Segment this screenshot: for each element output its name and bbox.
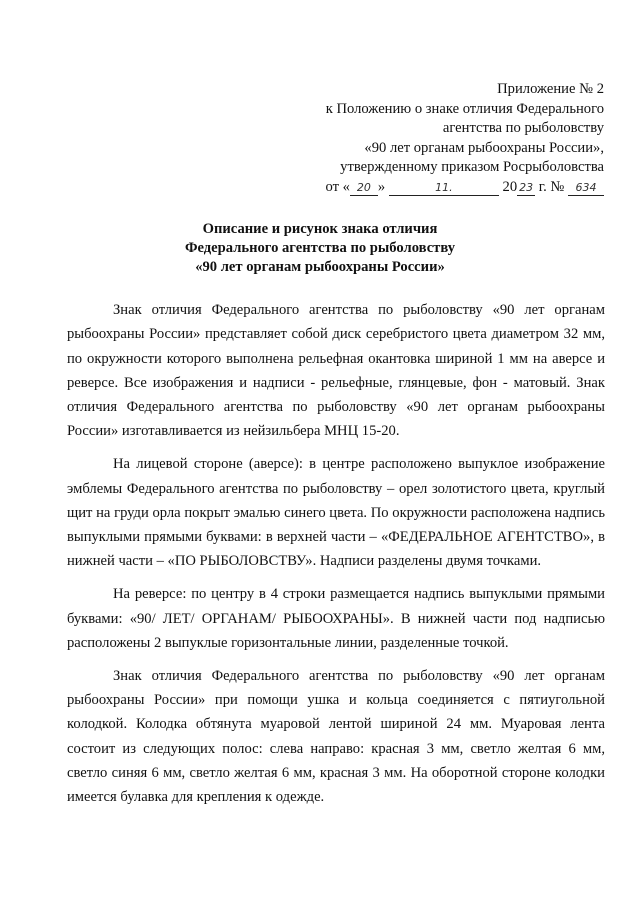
document-title	[0, 220, 640, 277]
appendix-approved-by: утвержденному приказом Росрыболовства	[340, 159, 604, 175]
title-line-3: «90 лет органам рыбоохраны России»	[195, 259, 445, 275]
date-prefix: от «	[325, 178, 350, 195]
date-quote-close: »	[377, 178, 386, 195]
year-prefix: 20	[502, 178, 518, 195]
paragraph-ribbon: Знак отличия Федерального агентства по рыболовству «90 лет органам рыбоохраны России» при помощи ушка и кольца соединяется с пятиугольной колодкой. Колодка обтянута муаровой лентой шириной 24 мм. Муаровая лента состоит из следующих полос: слева направо: красная 3 мм, светло желтая 6 мм, светло синяя 6 мм, светло желтая 6 мм, красная 3 мм. На оборотной стороне колодки имеется булавка для крепления к одежде.	[67, 667, 605, 806]
appendix-header	[325, 80, 604, 197]
paragraph-reverse: На реверсе: по центру в 4 строки размещается надпись выпуклыми прямыми буквами: «90/ ЛЕТ/ ОРГАНАМ/ РЫБООХРАНЫ». В нижней части под надписью расположены 2 выпуклые горизонтальные линии, разделенные точкой.	[67, 586, 605, 651]
appendix-agency: агентства по рыболовству	[442, 120, 604, 136]
paragraph-general: Знак отличия Федерального агентства по рыболовству «90 лет органам рыбоохраны России» представляет собой диск серебристого цвета диаметром 32 мм, по окружности которого выполнена рельефная окантовка шириной 1 мм на аверсе и реверсе. Все изображения и надписи - рельефные, глянцевые, фон - матовый. Знак отличия Федерального агентства по рыболовству «90 лет органам рыбоохраны России» изготавливается из нейзильбера МНЦ 15-20.	[67, 302, 605, 440]
appendix-date-line	[325, 178, 604, 198]
handwritten-month: 11.	[389, 181, 499, 196]
handwritten-order-number: 634	[568, 181, 604, 196]
appendix-number: Приложение № 2	[497, 81, 604, 97]
appendix-regulation: к Положению о знаке отличия Федерального	[325, 100, 604, 117]
appendix-badge-name: «90 лет органам рыбоохраны России»,	[364, 139, 604, 156]
handwritten-day: 20	[350, 181, 378, 196]
handwritten-year: 23	[519, 180, 534, 194]
document-body	[67, 298, 605, 818]
paragraph-obverse: На лицевой стороне (аверсе): в центре расположено выпуклое изображение эмблемы Федерального агентства по рыболовству – орел золотистого цвета, круглый щит на груди орла покрыт эмалью синего цвета. По окружности расположена надпись выпуклыми прямыми буквами: в верхней части – «ФЕДЕРАЛЬНОЕ АГЕНТСТВО», в нижней части – «ПО РЫБОЛОВСТВУ». Надписи разделены двумя точками.	[67, 456, 605, 570]
title-line-2: Федерального агентства по рыболовству	[184, 240, 456, 256]
order-number-label: г. №	[538, 178, 565, 195]
title-line-1: Описание и рисунок знака отличия	[202, 221, 438, 237]
